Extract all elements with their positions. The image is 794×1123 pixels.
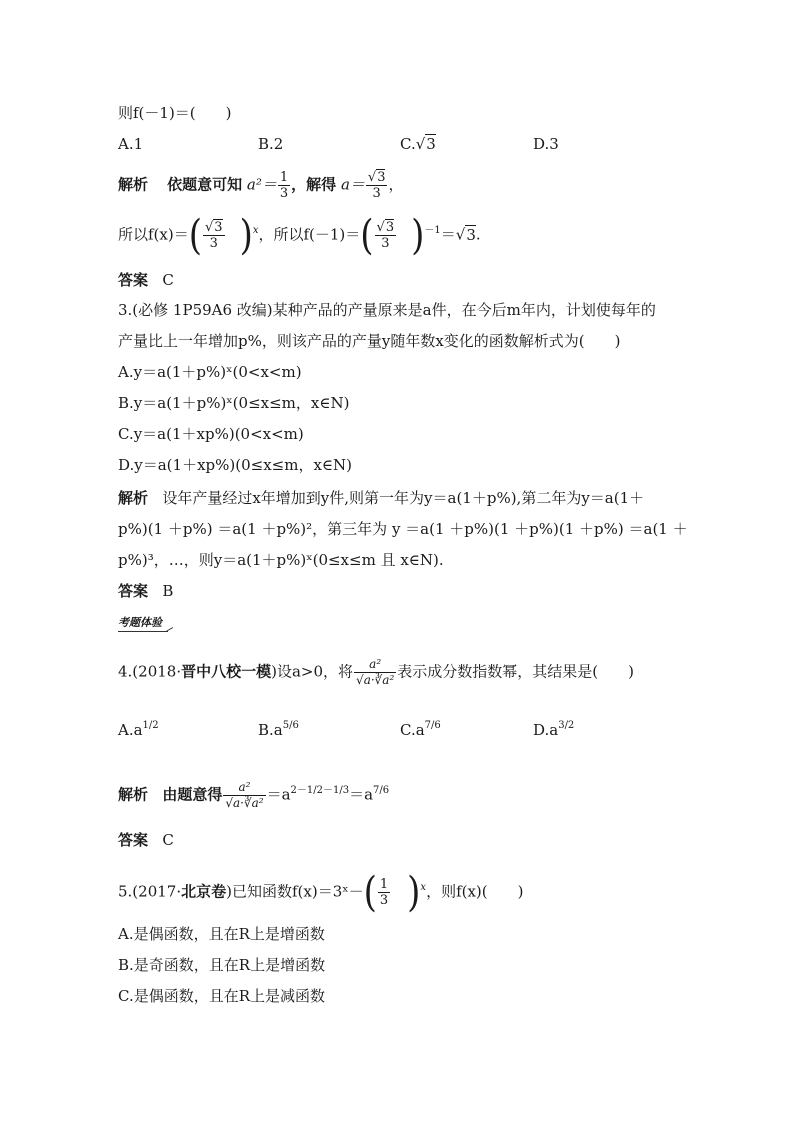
q2-answer: 答案 C	[118, 271, 174, 289]
q2-option-a: A.1	[118, 135, 144, 153]
q3-option-b: B.y＝a(1＋p%)ˣ(0≤x≤m，x∈N)	[118, 394, 350, 412]
q5-option-b: B.是奇函数，且在R上是增函数	[118, 956, 326, 974]
q2-solution-line2: 所以f(x)＝( $\frac{√3}{3}$ )$^x$，所以f(－1)＝( $\frac{√3}{3}$ )$^{-1}$＝√3.	[118, 211, 481, 260]
q2-solution-line1: 解析 依题意可知 a²＝ $\frac{1}{3}$ ，解得 a＝ $\frac{√3}{3}$ ，	[118, 170, 404, 201]
q4-option-b: $B.a^{5/6}$	[258, 720, 299, 739]
q4-stem: 4.(2018·晋中八校一模)设a>0，将 $\frac{\text{a²}}{\text{√a·∛a²}}$ 表示成分数指数幂，其结果是( )	[118, 657, 634, 687]
q3-stem-line1: 3.(必修 1P59A6 改编)某种产品的产量原来是a件，在今后m年内，计划使每年的	[118, 301, 656, 319]
q4-answer: 答案 C	[118, 831, 174, 849]
q3-solution-line2: p%)(1 ＋p%) ＝a(1 ＋p%)²，第三年为 y ＝a(1 ＋p%)(1 ＋p%)(1 ＋p%) ＝a(1 ＋	[118, 520, 688, 538]
q2-option-d: D.3	[533, 135, 559, 153]
q3-option-a: A.y＝a(1＋p%)ˣ(0<x<m)	[118, 363, 302, 381]
q4-option-a: $A.a^{1/2}$	[118, 720, 159, 739]
q2-option-b: B.2	[258, 135, 284, 153]
q4-solution: 解析 由题意得 $\frac{\text{a²}}{\text{√a·∛a²}}$ $=a^{2-1/2-1/3}=a^{7/6}$	[118, 780, 390, 810]
q3-answer: 答案 B	[118, 582, 174, 600]
q5-option-a: A.是偶函数，且在R上是增函数	[118, 925, 325, 943]
q3-option-c: C.y＝a(1＋xp%)(0<x<m)	[118, 425, 304, 443]
q4-option-d: $D.a^{3/2}$	[533, 720, 575, 739]
section-tag: 考题体验	[118, 614, 168, 632]
q2-option-c: C.√3	[400, 135, 436, 153]
q5-option-c: C.是偶函数，且在R上是减函数	[118, 987, 326, 1005]
q3-solution-line1: 解析 设年产量经过x年增加到y件,则第一年为y＝a(1＋p%),第二年为y＝a(1＋	[118, 489, 645, 507]
q3-solution-line3: p%)³，…，则y＝a(1＋p%)ˣ(0≤x≤m 且 x∈N).	[118, 551, 444, 569]
q5-stem: 5.(2017·北京卷)已知函数f(x)＝3ˣ－( $\frac{1}{3}$ )$^x$，则f(x)( )	[118, 868, 524, 917]
q4-option-c: $C.a^{7/6}$	[400, 720, 441, 739]
q3-option-d: D.y＝a(1＋xp%)(0≤x≤m，x∈N)	[118, 456, 352, 474]
q2-stem: 则f(－1)＝( )	[118, 104, 232, 122]
q3-stem-line2: 产量比上一年增加p%，则该产品的产量y随年数x变化的函数解析式为( )	[118, 332, 621, 350]
